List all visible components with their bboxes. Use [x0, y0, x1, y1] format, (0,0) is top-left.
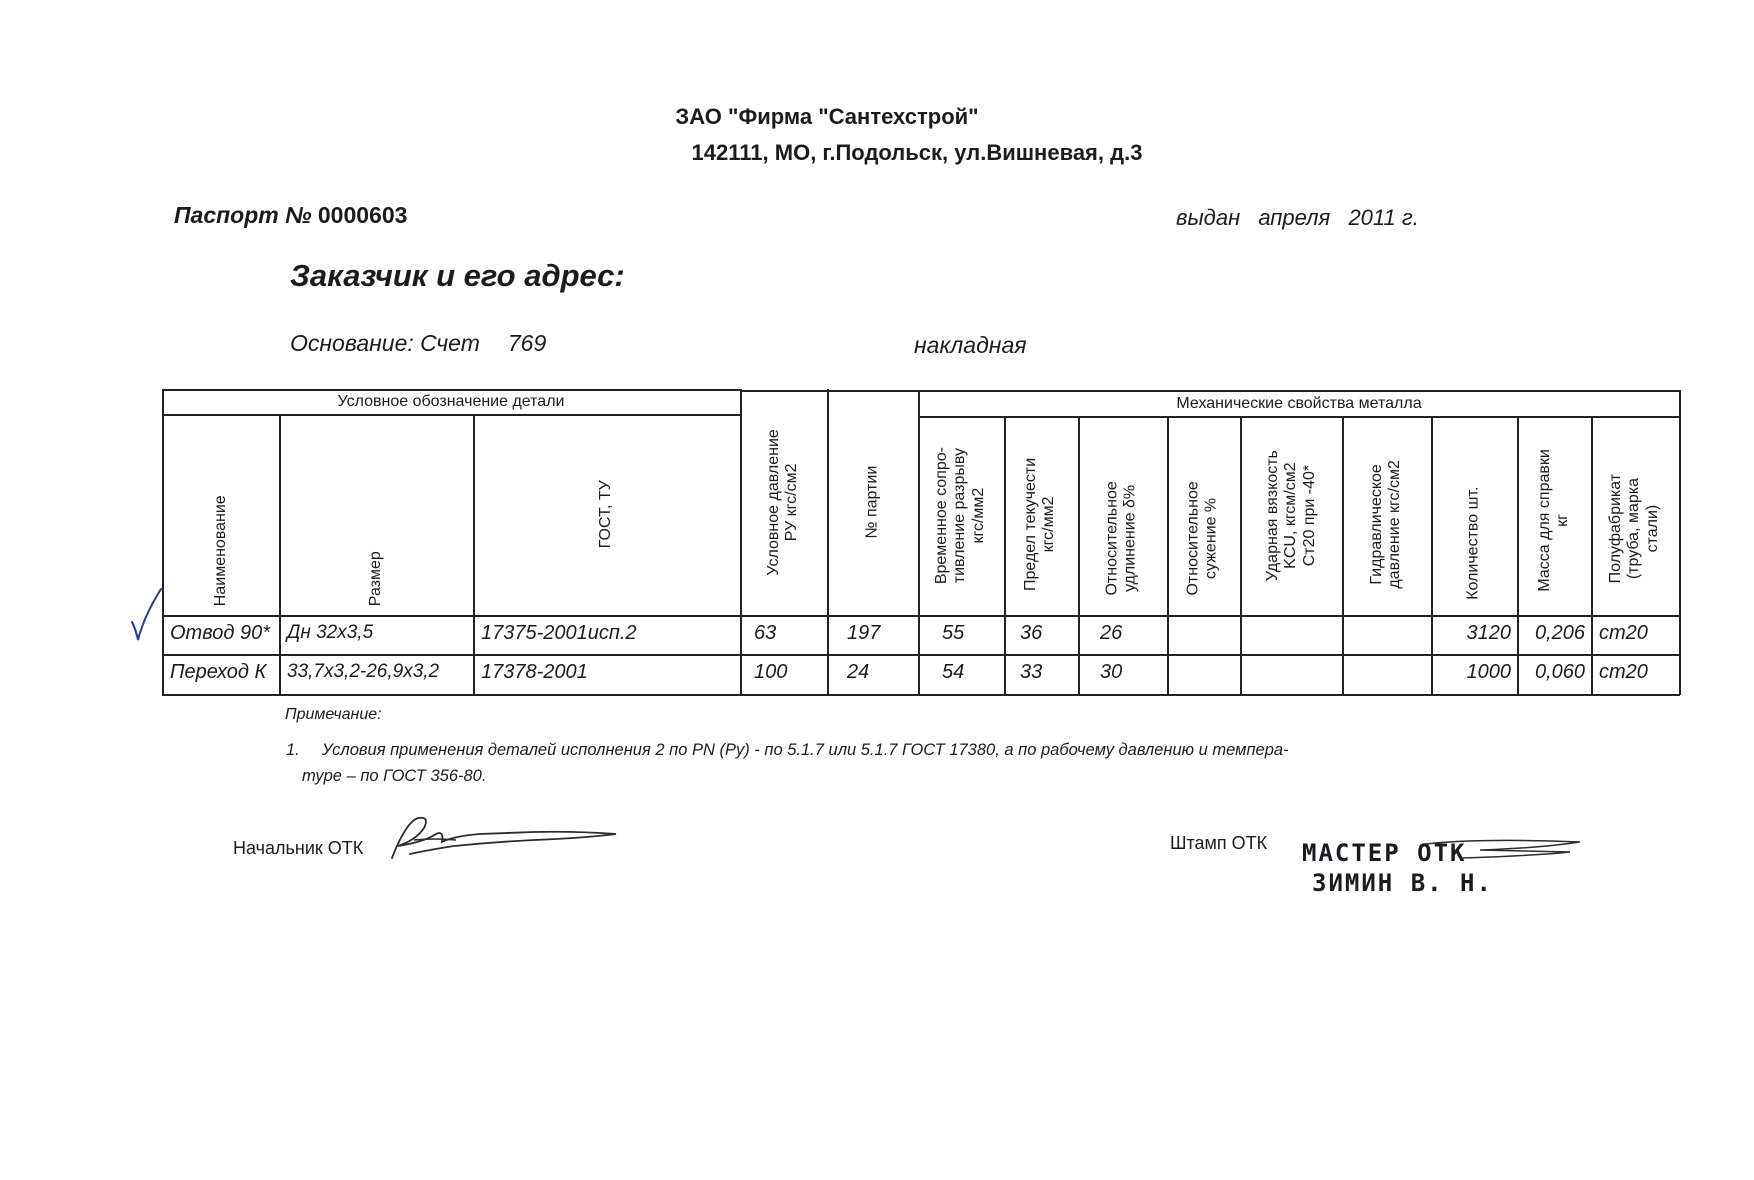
column-header: Условное давление РУ кгс/см2: [765, 429, 801, 576]
issued-word: выдан: [1176, 205, 1241, 230]
passport-number: 0000603: [317, 202, 408, 228]
company-name: ЗАО "Фирма "Сантехстрой": [675, 104, 979, 129]
table-cell: 1000: [1466, 661, 1511, 683]
table-cell: 54: [942, 661, 965, 683]
basis-line: [290, 330, 546, 357]
table-cell: 63: [754, 622, 777, 644]
column-header: Размер: [366, 550, 384, 606]
table-cell: 100: [754, 661, 788, 683]
issued-year: 2011 г.: [1348, 205, 1419, 230]
column-header: Ударная вязкость KCU, кгсм/см2 Ст20 при -40*: [1263, 449, 1318, 581]
column-header: Относительное сужение %: [1185, 480, 1221, 596]
column-header: Количество шт.: [1464, 486, 1482, 600]
table-cell: 197: [847, 622, 881, 644]
table-cell: 30: [1100, 661, 1123, 683]
table-cell: [1344, 622, 1429, 653]
column-header: Масса для справки кг: [1535, 448, 1571, 592]
company-address: 142111, МО, г.Подольск, ул.Вишневая, д.3: [691, 140, 1143, 165]
passport-line: [174, 202, 407, 229]
table-cell: Дн 32х3,5: [287, 622, 374, 643]
table-cell: 24: [847, 661, 870, 683]
table-cell: [1242, 661, 1340, 693]
stamp-otk-label: Штамп ОТК: [1170, 833, 1268, 853]
table-cell: 55: [942, 622, 965, 644]
table-cell: 33,7х3,2-26,9х3,2: [287, 661, 440, 682]
column-header: Предел текучести кгс/мм2: [1022, 458, 1058, 592]
basis-label: Основание: Счет: [290, 330, 480, 356]
table-cell: Отвод 90*: [170, 622, 270, 644]
table-cell: [1169, 622, 1238, 653]
table-cell: 26: [1100, 622, 1123, 644]
stamp-line-1: МАСТЕР ОТК: [1302, 839, 1467, 867]
group-header-designation: Условное обозначение детали: [337, 393, 565, 410]
column-header: Гидравлическое давление кгс/см2: [1368, 460, 1404, 589]
issued-date: [1176, 205, 1431, 231]
table-cell: 17378-2001: [481, 661, 588, 683]
table-cell: 17375-2001исп.2: [481, 622, 637, 644]
passport-label: Паспорт №: [174, 202, 312, 228]
group-header-mechanical: Механические свойства металла: [1176, 395, 1422, 412]
table-cell: ст20: [1599, 622, 1648, 644]
table-cell: [1169, 661, 1238, 693]
column-header: ГОСТ, ТУ: [597, 480, 615, 549]
column-header: Относительное удлинение δ%: [1104, 480, 1140, 596]
check-mark-icon: [128, 586, 164, 644]
notes-item: [286, 737, 1386, 789]
notes-item-number: 1.: [286, 741, 300, 759]
column-header: Временное сопро- тивление разрыву кгс/мм2: [933, 446, 988, 584]
waybill-label: накладная: [914, 332, 1027, 358]
notes-item-text: Условия применения деталей исполнения 2 по PN (Ру) - по 5.1.7 или 5.1.7 ГОСТ 17380, а по рабочему давлению и темпера-: [322, 741, 1289, 759]
table-cell: 0,206: [1534, 622, 1585, 644]
table-cell: [1344, 661, 1429, 693]
table-cell: 33: [1020, 661, 1043, 683]
table-cell: 3120: [1466, 622, 1511, 644]
table-cell: ст20: [1599, 661, 1648, 683]
table-cell: 36: [1020, 622, 1043, 644]
signature-icon: [384, 812, 624, 864]
head-otk-label: Начальник ОТК: [233, 838, 364, 858]
stamp-signature-icon: [1420, 834, 1590, 874]
issued-month: апреля: [1258, 205, 1331, 230]
table-cell: 0,060: [1534, 661, 1585, 683]
table-cell: [1242, 622, 1340, 653]
customer-label: Заказчик и его адрес:: [290, 258, 625, 293]
notes-heading: Примечание:: [285, 706, 382, 723]
table-cell: Переход К: [170, 661, 267, 683]
notes-item-text-cont: туре – по ГОСТ 356-80.: [302, 767, 487, 785]
column-header: Полуфабрикат (труба, марка стали): [1607, 474, 1662, 584]
column-header: Наименование: [211, 494, 229, 606]
invoice-number: 769: [507, 330, 547, 356]
column-header: № партии: [863, 466, 881, 539]
stamp-line-2: ЗИМИН В. Н.: [1312, 869, 1493, 897]
